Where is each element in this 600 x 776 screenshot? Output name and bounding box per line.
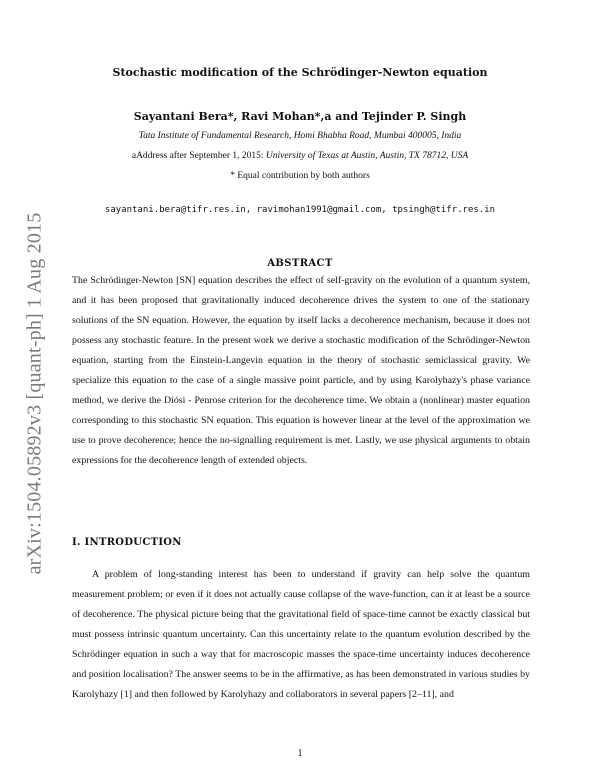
author-list: Sayantani Bera*, Ravi Mohan*,a and Tejinder P. Singh [133,110,467,123]
page-number: 1 [297,748,303,759]
introduction-body: A problem of long-standing interest has been to understand if gravity can help solve the quantum measurement problem; or even if it does not actually cause collapse of the wave-function, can it at least be a source of decoherence. The physical picture being that the gravitational field of space-time cannot be exactly classical but must possess intrinsic quantum uncertainty. Can this uncertainty relate to the quantum evolution described by the Schrödinger equation in such a way that for macroscopic masses the space-time uncertainty induces decoherence and position localisation? The answer seems to be in the affirmative, as has been demonstrated in various studies by Karolyhazy [1] and then followed by Karolyhazy and collaborators in several papers [2–11], and [72,569,530,700]
affiliation-secondary [60,151,540,161]
affiliation-primary [60,131,540,141]
affiliation-secondary-place: University of Texas at Austin, Austin, TX 78712, USA [265,151,469,161]
section-heading-introduction: I. INTRODUCTION [72,537,182,548]
affiliation-primary-text: Tata Institute of Fundamental Research, Homi Bhabha Road, Mumbai 400005, India [138,131,462,141]
abstract-heading: ABSTRACT [267,258,333,269]
equal-contribution-note: * Equal contribution by both authors [230,171,370,181]
arxiv-identifier-text: arXiv:1504.05892v3 [quant-ph] 1 Aug 2015 [23,212,46,574]
paper-title: Stochastic modification of the Schrödinger-Newton equation [112,66,488,79]
author-emails: sayantani.bera@tifr.res.in, ravimohan1991@gmail.com, tpsingh@tifr.res.in [104,205,496,215]
affiliation-secondary-prefix: aAddress after September 1, 2015: [131,151,266,161]
abstract-body: The Schrödinger-Newton [SN] equation describes the effect of self-gravity on the evolution of a quantum system, and it has been proposed that gravitationally induced decoherence drives the system to one of the stationary solutions of the SN equation. However, the equation by itself lacks a decoherence mechanism, because it does not possess any stochastic feature. In the present work we derive a stochastic modification of the Schrödinger-Newton equation, starting from the Einstein-Langevin equation in the theory of stochastic semiclassical gravity. We specialize this equation to the case of a single massive point particle, and by using Karolyhazy's phase variance method, we derive the Diósi - Penrose criterion for the decoherence time. We obtain a (nonlinear) master equation corresponding to this stochastic SN equation. This equation is however linear at the level of the approximation we use to prove decoherence; hence the no-signalling requirement is met. Lastly, we use physical arguments to obtain expressions for the decoherence length of extended objects. [72,275,530,466]
arxiv-identifier [16,178,54,608]
